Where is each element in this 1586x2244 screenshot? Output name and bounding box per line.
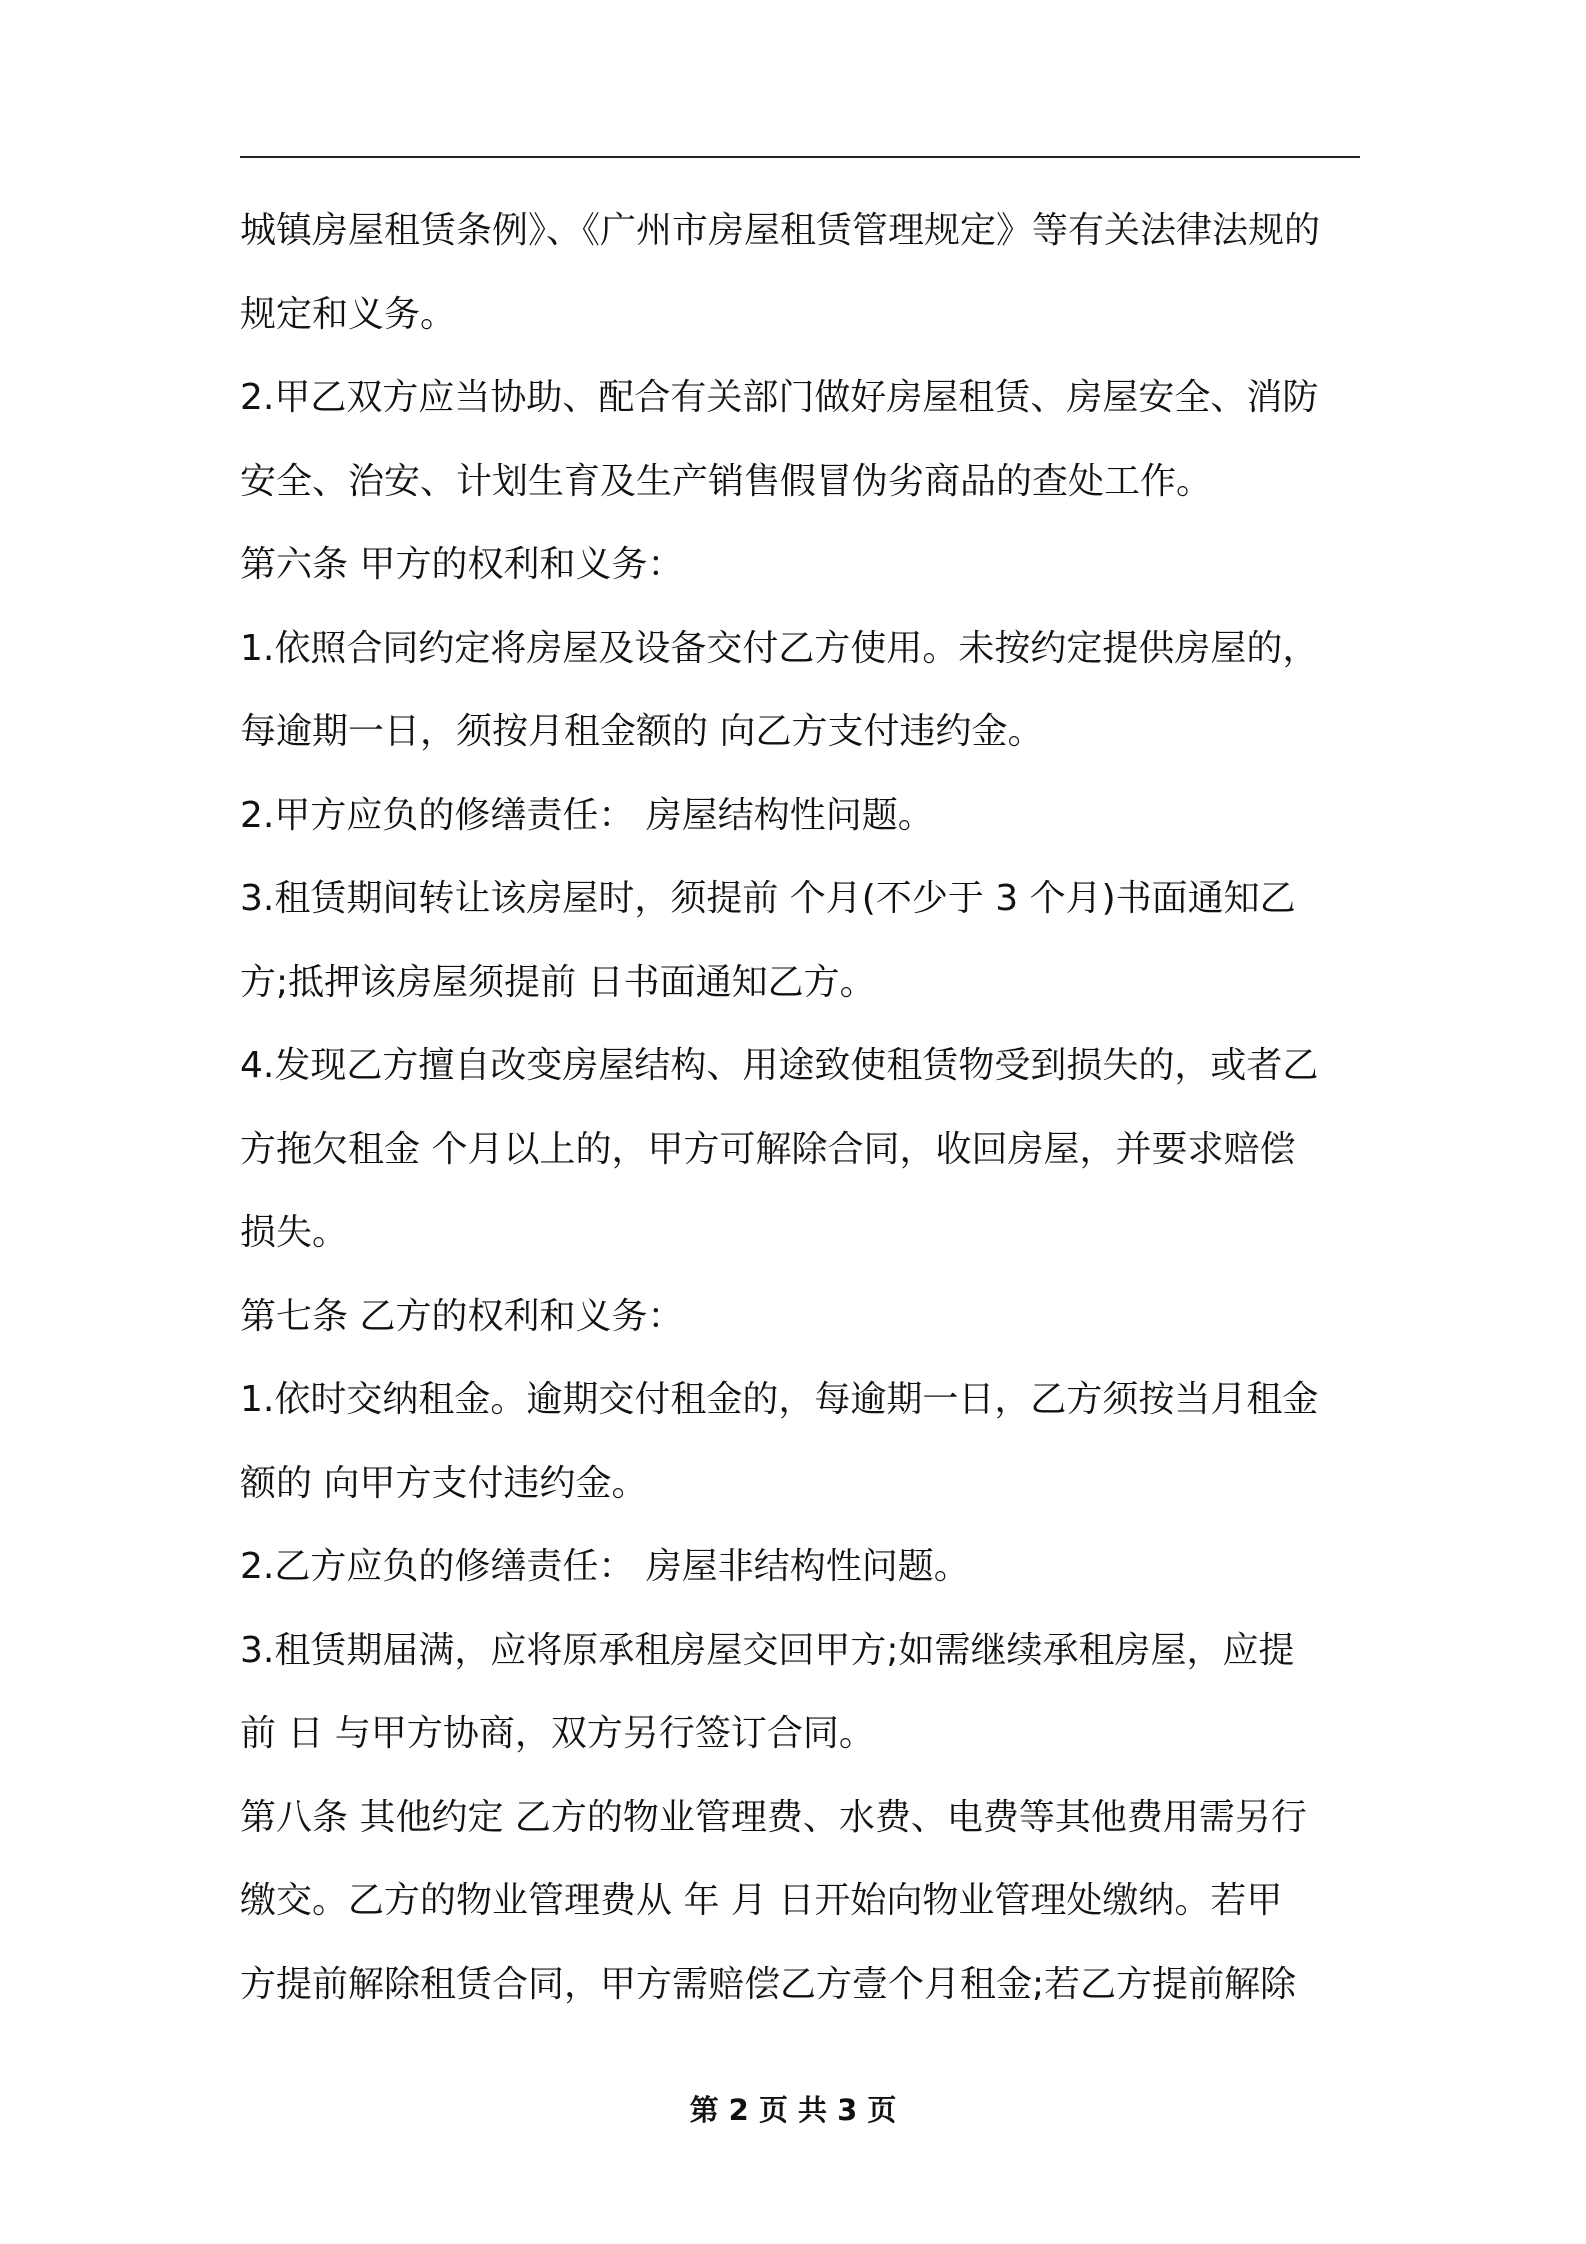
page-number: 第 2 页 共 3 页 xyxy=(689,2093,897,2127)
text-line: 2.甲乙双方应当协助、配合有关部门做好房屋租赁、房屋安全、消防 xyxy=(240,377,1319,418)
text-line: 3.租赁期届满，应将原承租房屋交回甲方;如需继续承租房屋，应提 xyxy=(240,1629,1295,1671)
text-line: 缴交。乙方的物业管理费从 年 月 日开始向物业管理处缴纳。若甲 xyxy=(240,1880,1283,1921)
text-line: 城镇房屋租赁条例》、《广州市房屋租赁管理规定》等有关法律法规的 xyxy=(240,210,1321,251)
text-line: 前 日 与甲方协商，双方另行签订合同。 xyxy=(240,1713,875,1754)
text-line: 安全、治安、计划生育及生产销售假冒伪劣商品的查处工作。 xyxy=(240,460,1213,502)
text-line: 1.依照合同约定将房屋及设备交付乙方使用。未按约定提供房屋的， xyxy=(240,627,1319,669)
text-line: 方;抵押该房屋须提前 日书面通知乙方。 xyxy=(240,961,876,1003)
text-line: 3.租赁期间转让该房屋时，须提前 个月(不少于 3 个月)书面通知乙 xyxy=(240,878,1296,919)
text-line: 额的 向甲方支付违约金。 xyxy=(240,1462,648,1504)
text-line: 方拖欠租金 个月以上的，甲方可解除合同，收回房屋，并要求赔偿 xyxy=(240,1128,1296,1170)
text-line: 每逾期一日，须按月租金额的 向乙方支付违约金。 xyxy=(240,711,1044,752)
text-line: 4.发现乙方擅自改变房屋结构、用途致使租赁物受到损失的，或者乙 xyxy=(240,1045,1319,1086)
header-divider xyxy=(240,156,1360,158)
text-line: 规定和义务。 xyxy=(240,293,457,335)
section-heading-7: 第七条 乙方的权利和义务： xyxy=(240,1295,684,1337)
contract-body xyxy=(240,196,1360,2033)
section-heading-8: 第八条 其他约定 乙方的物业管理费、水费、电费等其他费用需另行 xyxy=(240,1796,1307,1838)
text-line: 方提前解除租赁合同，甲方需赔偿乙方壹个月租金;若乙方提前解除 xyxy=(240,1963,1297,2005)
text-line: 损失。 xyxy=(240,1212,349,1253)
text-line: 1.依时交纳租金。逾期交付租金的，每逾期一日，乙方须按当月租金 xyxy=(240,1379,1319,1420)
text-line: 2.乙方应负的修缮责任： 房屋非结构性问题。 xyxy=(240,1546,970,1587)
text-line: 2.甲方应负的修缮责任： 房屋结构性问题。 xyxy=(240,794,934,836)
section-heading-6: 第六条 甲方的权利和义务： xyxy=(240,544,684,585)
